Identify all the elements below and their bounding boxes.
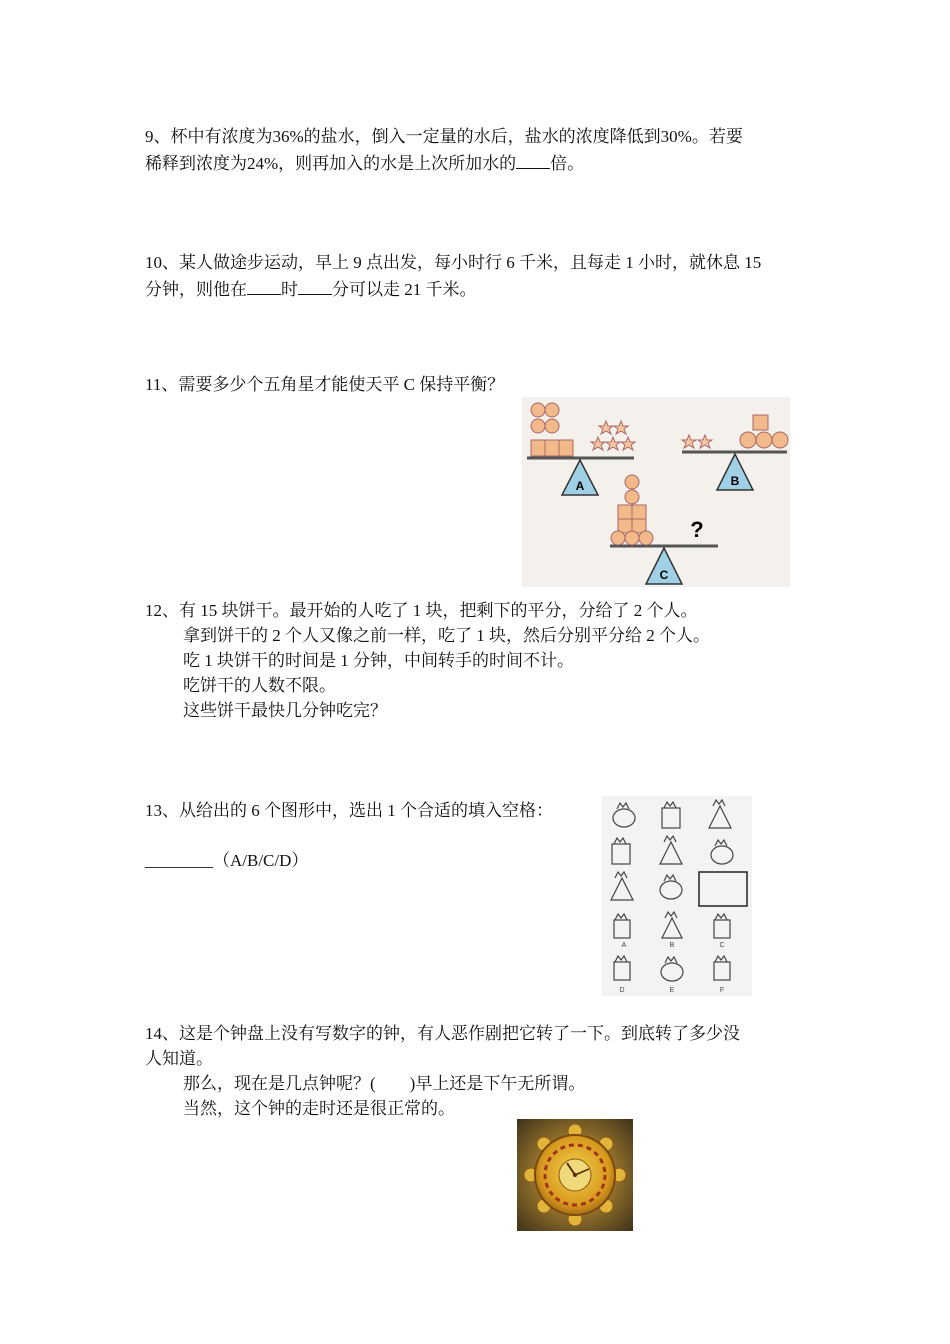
q9-line2 [145, 150, 584, 177]
q14-line2: 人知道。 [145, 1049, 213, 1068]
q9-line2-suffix: 倍。 [550, 154, 585, 173]
circle-shape [740, 432, 756, 448]
clock-without-numbers-image [517, 1119, 633, 1231]
q12-line3: 吃 1 块饼干的时间是 1 分钟，中间转手的时间不计。 [183, 651, 574, 670]
square-shape [753, 415, 768, 430]
q13-answer-line [145, 848, 308, 874]
option-label-d: D [619, 987, 625, 994]
figure-background [522, 397, 790, 587]
q9-line2-text: 稀释到浓度为24%，则再加入的水是上次所加水的 [145, 154, 517, 173]
option-label-b: B [669, 942, 675, 949]
q10-line2-prefix: 分钟，则他在 [145, 280, 247, 299]
square-shape [545, 440, 559, 456]
q14-line3: 那么，现在是几点钟呢？( )早上还是下午无所谓。 [183, 1074, 586, 1093]
q13-answer-options: （A/B/C/D） [213, 851, 309, 870]
q10-hour-label: 时 [281, 280, 298, 299]
circle-shape [625, 531, 639, 545]
square-shape [531, 440, 545, 456]
option-label-c: C [719, 942, 725, 949]
q10-line2-suffix: 分可以走 21 千米。 [332, 280, 477, 299]
q10-line2 [145, 276, 477, 303]
q12-line1: 12、有 15 块饼干。最开始的人吃了 1 块，把剩下的平分，分给了 2 个人。 [145, 601, 698, 620]
circle-shape [545, 419, 559, 433]
q12-line4: 吃饼干的人数不限。 [183, 676, 336, 695]
q9-line1: 9、杯中有浓度为36%的盐水，倒入一定量的水后，盐水的浓度降低到30%。若要 [145, 127, 743, 146]
circle-shape [531, 419, 545, 433]
q13-answer-blank[interactable]: ________ [145, 851, 213, 870]
question-mark: ? [690, 517, 704, 542]
q10-hour-blank[interactable] [247, 276, 281, 295]
scale-c-label: C [659, 568, 669, 582]
q9-answer-blank[interactable] [516, 150, 550, 169]
circle-shape [639, 531, 653, 545]
option-label-e: E [669, 987, 675, 994]
option-label-a: A [621, 942, 627, 949]
square-shape [632, 505, 646, 519]
q12-line5: 这些饼干最快几分钟吃完？ [183, 701, 387, 720]
square-shape [618, 505, 632, 519]
q10-minute-blank[interactable] [298, 276, 332, 295]
balance-scales-figure [522, 397, 790, 587]
circle-shape [531, 403, 545, 417]
circle-shape [611, 531, 625, 545]
circle-shape [625, 475, 639, 489]
q14-line4: 当然，这个钟的走时还是很正常的。 [183, 1099, 455, 1118]
scale-a-label: A [575, 479, 585, 493]
option-label-f: F [719, 987, 725, 994]
pattern-grid-figure [602, 796, 752, 996]
square-shape [559, 440, 573, 456]
circle-shape [545, 403, 559, 417]
q12-line2: 拿到饼干的 2 个人又像之前一样，吃了 1 块，然后分别平分给 2 个人。 [183, 626, 710, 645]
q13-line1: 13、从给出的 6 个图形中，选出 1 个合适的填入空格： [145, 801, 553, 820]
q10-line1: 10、某人做途步运动，早上 9 点出发，每小时行 6 千米，且每走 1 小时，就休息 15 [145, 253, 762, 272]
circle-shape [772, 432, 788, 448]
circle-shape [625, 490, 639, 504]
q14-line1: 14、这是个钟盘上没有写数字的钟，有人恶作剧把它转了一下。到底转了多少没 [145, 1024, 740, 1043]
circle-shape [756, 432, 772, 448]
clock-pivot [573, 1173, 577, 1177]
scale-b-label: B [730, 474, 740, 488]
q11-line1: 11、需要多少个五角星才能使天平 C 保持平衡？ [145, 375, 505, 394]
